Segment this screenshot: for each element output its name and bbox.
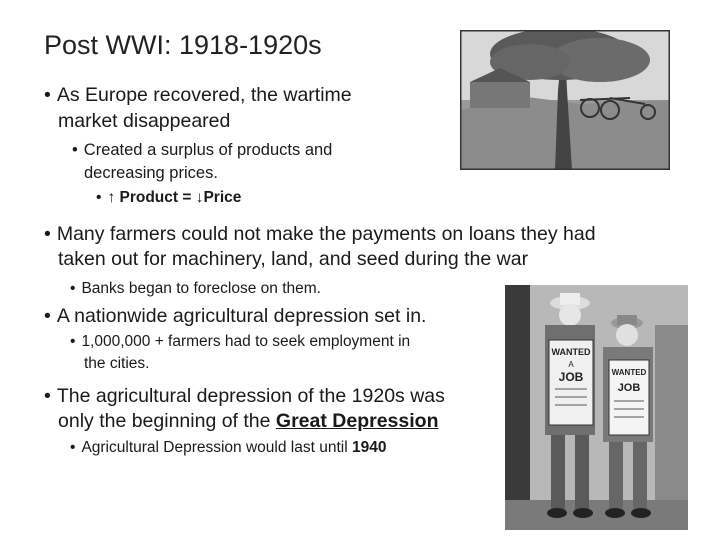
product-price-text: ↑ Product = ↓Price [107,189,242,206]
bullet-1 [44,84,352,107]
bullet-9-text: Agricultural Depression would last until [81,439,352,456]
farm-photo [460,30,670,170]
bullet-marker: • [96,189,102,206]
protest-photo [505,285,688,530]
bullet-1-line-2: market disappeared [58,110,231,132]
bullet-marker: • [44,305,51,327]
bullet-6 [44,305,426,328]
bullet-4 [44,223,596,246]
bullet-8-line-2: only the beginning of the [58,410,276,432]
sign-left-text-2: A [568,360,574,369]
farm-photo-icon [460,30,670,170]
bullet-4-cont [58,248,528,271]
great-depression-text: Great Depression [275,410,439,432]
bullet-2-line-1: Created a surplus of products and [83,141,333,159]
bullet-2 [72,141,332,160]
bullet-5 [70,280,321,298]
bullet-1-cont [58,110,230,133]
bullet-3 [96,189,241,207]
bullet-6-text: A nationwide agricultural depression set in. [56,305,427,327]
bullet-1-line-1: As Europe recovered, the wartime [56,84,352,106]
bullet-marker: • [72,141,78,159]
bullet-7-cont [84,355,149,373]
bullet-7 [70,333,410,351]
bullet-8-cont [58,410,438,433]
bullet-2-cont [84,164,218,183]
bullet-marker: • [44,84,51,106]
protest-photo-icon [505,285,688,530]
bullet-marker: • [44,385,51,407]
bullet-2-line-2: decreasing prices. [84,164,218,182]
bullet-5-text: Banks began to foreclose on them. [81,280,321,297]
bullet-marker: • [70,439,76,456]
bullet-4-line-1: Many farmers could not make the payments on loans they had [56,223,596,245]
sign-right-text-2: JOB [617,382,641,394]
bullet-marker: • [70,280,76,297]
sign-left-text-3: JOB [558,370,584,384]
bullet-marker: • [44,223,51,245]
bullet-4-line-2: taken out for machinery, land, and seed during the war [58,248,529,270]
sign-left-text-1: WANTED [551,347,591,357]
year-1940-text: 1940 [351,439,387,456]
bullet-7-line-2: the cities. [84,355,150,372]
bullet-8 [44,385,445,408]
bullet-marker: • [70,333,76,350]
bullet-7-line-1: 1,000,000 + farmers had to seek employment in [81,333,411,350]
slide-title: Post WWI: 1918-1920s [44,30,322,60]
bullet-8-line-1: The agricultural depression of the 1920s was [56,385,445,407]
bullet-9 [70,439,386,457]
sign-right-text-1: WANTED [611,368,647,377]
